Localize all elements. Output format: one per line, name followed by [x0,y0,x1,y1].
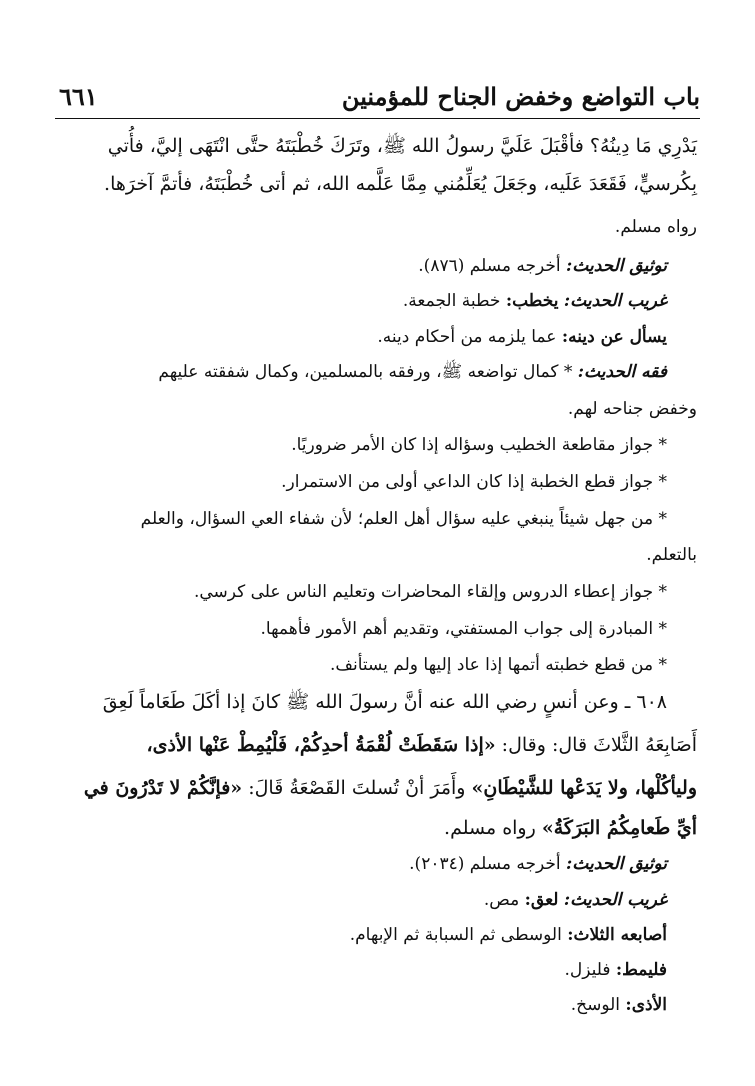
hadith-608-line: ٦٠٨ ـ وعن أنسٍ رضي الله عنه أنَّ رسولَ الله ﷺ كانَ إذا أكَلَ طَعَاماً لَعِقَ [102,691,667,713]
ruling-bullet: * من قطع خطبته أتمها إذا عاد إليها ولم يستأنف. [329,655,667,675]
definition-text: عما يلزمه من أحكام دينه. [377,327,557,347]
fiqh-line [158,360,667,384]
ruling-bullet: * المبادرة إلى جواب المستفتي، وتقديم أهم الأمور فأهمها. [260,619,667,639]
gharib-label: غريب الحديث: [563,890,667,910]
gharib-line [403,289,667,313]
hadith-quote: «إذا سَقَطَتْ لُقْمَةُ أحدِكُمْ، فَلْيُمِطْ عَنْها الأذى، [146,734,496,756]
gharib-text: مص. [483,890,520,910]
ruling-bullet: * جواز مقاطعة الخطيب وسؤاله إذا كان الأمر ضروريًا. [291,435,667,455]
fiqh-continuation: وخفض جناحه لهم. [567,399,697,419]
page-number: ٦٦١ [59,82,98,111]
tawthiq-label: توثيق الحديث: [566,854,667,874]
hadith-text-line: بِكُرسيٍّ، فَقَعَدَ عَلَيه، وجَعَلَ يُعَلِّمُني مِمَّا عَلَّمه الله، ثم أتى خُطْبَتَهُ، فأتمَّ آخرَها. [104,173,697,195]
narrator-note: رواه مسلم. [444,817,536,839]
fiqh-text: * كمال تواضعه ﷺ، ورفقه بالمسلمين، وكمال شفقته عليهم [158,362,573,382]
hadith-quote: «فإنَّكُمْ لا تَدْرُونَ في [83,777,243,799]
definition-text: الوسخ. [570,995,621,1015]
definition-term: الأذى: [625,995,667,1015]
hadith-608-line [147,733,697,757]
chapter-title: باب التواضع وخفض الجناح للمؤمنين [341,82,700,111]
gharib-term: لعق: [524,890,559,910]
definition-text: الوسطى ثم السبابة ثم الإبهام. [349,925,562,945]
tawthiq-line [409,852,667,876]
gharib-text: خطبة الجمعة. [402,291,501,311]
hadith-608-line [444,816,697,840]
gharib-line [484,888,667,912]
tawthiq-text: أخرجه مسلم (٢٠٣٤). [409,854,561,874]
ruling-continuation: بالتعلم. [646,545,697,565]
hadith-quote: أيِّ طَعامِكُمُ البَرَكَةُ» [541,817,697,839]
hadith-text-line: يَدْرِي مَا دِينُهُ؟ فأقْبَلَ عَلَيَّ رسولُ الله ﷺ، وتَرَكَ خُطْبَتَهُ حتَّى انْتَهَى إليَّ، فأُتي [107,135,697,157]
tawthiq-label: توثيق الحديث: [566,256,667,276]
definition-term: أصابعه الثلاث: [567,925,667,945]
definition-term: يسأل عن دينه: [561,327,667,347]
definition-text: فليزل. [564,960,611,980]
definition-line [571,993,667,1017]
definition-line [377,325,667,349]
tawthiq-text: أخرجه مسلم (٨٧٦). [418,256,561,276]
gharib-label: غريب الحديث: [563,291,667,311]
fiqh-label: فقه الحديث: [577,362,667,382]
page-header [55,78,700,119]
hadith-quote: وليأكُلْها، ولا يَدَعْها للشَّيْطَانِ» [471,777,697,799]
hadith-narration: أَصَابِعَهُ الثَّلاثَ قال: وقال: [501,734,697,756]
tawthiq-line [418,254,667,278]
narrator-note: رواه مسلم. [614,217,697,237]
definition-term: فليمط: [615,960,667,980]
ruling-bullet: * جواز إعطاء الدروس وإلقاء المحاضرات وتعليم الناس على كرسي. [193,582,667,602]
hadith-608-line [84,776,697,800]
definition-line [350,923,667,947]
ruling-bullet: * من جهل شيئاً ينبغي عليه سؤال أهل العلم؛ لأن شفاء العي السؤال، والعلم [140,509,667,529]
ruling-bullet: * جواز قطع الخطبة إذا كان الداعي أولى من الاستمرار. [281,472,667,492]
definition-line [564,958,667,982]
gharib-term: يخطب: [505,291,559,311]
hadith-narration: وأَمَرَ أنْ تُسلتَ القَصْعَةُ قَالَ: [248,777,466,799]
